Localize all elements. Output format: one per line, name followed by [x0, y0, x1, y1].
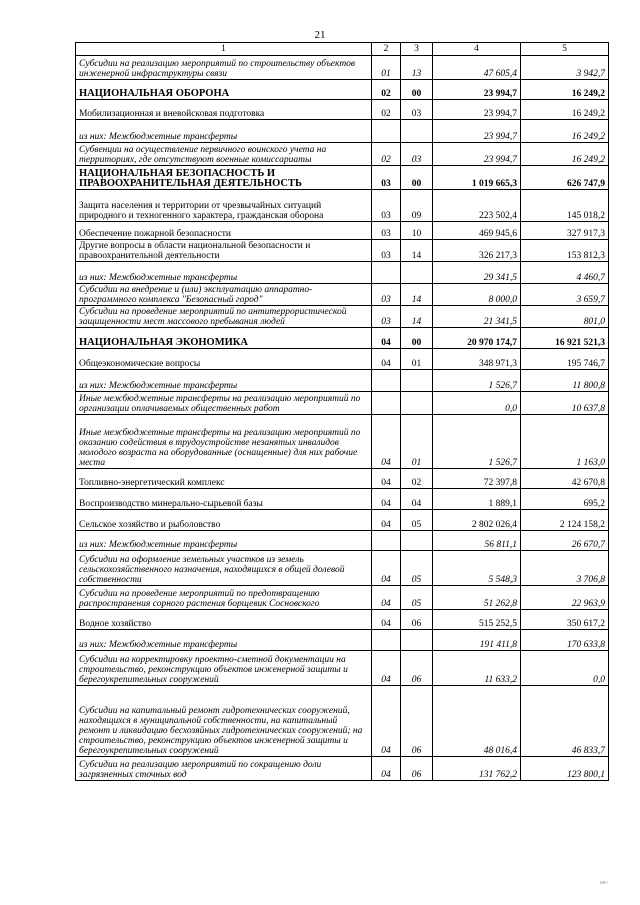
row-section [372, 370, 401, 392]
row-col5-value: 195 746,7 [521, 349, 609, 370]
row-section: 04 [372, 349, 401, 370]
table-row [76, 651, 609, 686]
row-col4-value: 20 970 174,7 [433, 328, 521, 349]
row-section [372, 262, 401, 284]
row-col5-value: 3 706,8 [521, 551, 609, 586]
row-col4-value: 515 252,5 [433, 610, 521, 630]
row-col5-value: 3 942,7 [521, 56, 609, 80]
row-section: 04 [372, 415, 401, 469]
header-col-2: 2 [372, 43, 401, 56]
table-row [76, 610, 609, 630]
row-subsection [401, 531, 433, 551]
row-section: 04 [372, 489, 401, 510]
table-header-row [76, 43, 609, 56]
row-col5-value: 626 747,9 [521, 166, 609, 190]
row-col4-value: 56 811,1 [433, 531, 521, 551]
row-col4-value: 348 971,3 [433, 349, 521, 370]
row-col4-value: 21 341,5 [433, 306, 521, 328]
table-row [76, 415, 609, 469]
row-subsection [401, 630, 433, 651]
row-name: из них: Межбюджетные трансферты [76, 630, 372, 651]
row-name: Сельское хозяйство и рыболовство [76, 510, 372, 531]
row-col4-value: 51 262,8 [433, 586, 521, 610]
row-col5-value: 145 018,2 [521, 190, 609, 222]
row-name: Водное хозяйство [76, 610, 372, 630]
row-section: 04 [372, 610, 401, 630]
row-name: из них: Межбюджетные трансферты [76, 262, 372, 284]
table-row [76, 586, 609, 610]
row-subsection [401, 392, 433, 415]
row-section: 03 [372, 240, 401, 262]
row-subsection: 06 [401, 757, 433, 781]
row-col5-value: 801,0 [521, 306, 609, 328]
row-col4-value: 2 802 026,4 [433, 510, 521, 531]
row-section: 04 [372, 469, 401, 489]
row-col5-value: 22 963,9 [521, 586, 609, 610]
row-name: Субсидии на внедрение и (или) эксплуатацию аппаратно-программного комплекса "Безопасный город" [76, 284, 372, 306]
row-col4-value: 223 502,4 [433, 190, 521, 222]
row-name: Субсидии на проведение мероприятий по антитеррористической защищенности мест массового пребывания людей [76, 306, 372, 328]
table-row [76, 166, 609, 190]
row-col4-value: 11 633,2 [433, 651, 521, 686]
row-subsection: 14 [401, 306, 433, 328]
row-name: Обеспечение пожарной безопасности [76, 222, 372, 240]
row-subsection: 14 [401, 284, 433, 306]
row-subsection: 02 [401, 469, 433, 489]
row-section: 04 [372, 757, 401, 781]
row-col4-value: 47 605,4 [433, 56, 521, 80]
row-subsection: 05 [401, 510, 433, 531]
row-section: 01 [372, 56, 401, 80]
row-col4-value: 1 889,1 [433, 489, 521, 510]
row-subsection: 00 [401, 166, 433, 190]
header-col-3: 3 [401, 43, 433, 56]
row-name: Воспроизводство минерально-сырьевой базы [76, 489, 372, 510]
row-subsection: 14 [401, 240, 433, 262]
row-section: 04 [372, 510, 401, 531]
row-col4-value: 23 994,7 [433, 80, 521, 100]
row-subsection: 01 [401, 415, 433, 469]
row-name: НАЦИОНАЛЬНАЯ БЕЗОПАСНОСТЬ И ПРАВООХРАНИТЕЛЬНАЯ ДЕЯТЕЛЬНОСТЬ [76, 166, 372, 190]
row-name: Субсидии на реализацию мероприятий по сокращению доли загрязненных сточных вод [76, 757, 372, 781]
row-col5-value: 695,2 [521, 489, 609, 510]
row-col4-value: 131 762,2 [433, 757, 521, 781]
row-col5-value: 1 163,0 [521, 415, 609, 469]
row-col5-value: 3 659,7 [521, 284, 609, 306]
table-row [76, 100, 609, 120]
row-subsection: 00 [401, 328, 433, 349]
row-section: 02 [372, 80, 401, 100]
row-name: из них: Межбюджетные трансферты [76, 120, 372, 143]
row-name: НАЦИОНАЛЬНАЯ ЭКОНОМИКА [76, 328, 372, 349]
row-col5-value: 11 800,8 [521, 370, 609, 392]
row-col5-value: 16 249,2 [521, 100, 609, 120]
row-subsection: 05 [401, 551, 433, 586]
row-subsection: 00 [401, 80, 433, 100]
row-section: 03 [372, 190, 401, 222]
row-col5-value: 4 460,7 [521, 262, 609, 284]
row-name: Иные межбюджетные трансферты на реализацию мероприятий по организации оплачиваемых общественных работ [76, 392, 372, 415]
table-row [76, 630, 609, 651]
row-col5-value: 10 637,8 [521, 392, 609, 415]
row-section: 04 [372, 686, 401, 757]
row-subsection: 03 [401, 143, 433, 166]
row-section: 03 [372, 166, 401, 190]
row-section: 03 [372, 284, 401, 306]
row-col4-value: 1 526,7 [433, 415, 521, 469]
row-col4-value: 191 411,8 [433, 630, 521, 651]
row-section: 04 [372, 651, 401, 686]
table-row [76, 80, 609, 100]
table-row [76, 551, 609, 586]
table-row [76, 531, 609, 551]
row-name: Субсидии на оформление земельных участков из земель сельскохозяйственного назначения, находящихся в общей долевой собственности [76, 551, 372, 586]
row-section [372, 120, 401, 143]
row-subsection [401, 262, 433, 284]
row-col4-value: 1 526,7 [433, 370, 521, 392]
row-col5-value: 42 670,8 [521, 469, 609, 489]
row-subsection [401, 120, 433, 143]
row-name: Другие вопросы в области национальной безопасности и правоохранительной деятельности [76, 240, 372, 262]
row-name: из них: Межбюджетные трансферты [76, 370, 372, 392]
row-name: Защита населения и территории от чрезвычайных ситуаций природного и техногенного характера, гражданская оборона [76, 190, 372, 222]
row-name: Иные межбюджетные трансферты на реализацию мероприятий по оказанию содействия в трудоустройстве незанятых инвалидов молодого возраста на оборудованные (оснащенные) для них рабочие места [76, 415, 372, 469]
table-row [76, 469, 609, 489]
table-row [76, 56, 609, 80]
row-col5-value: 16 249,2 [521, 80, 609, 100]
table-row [76, 120, 609, 143]
row-name: Мобилизационная и вневойсковая подготовка [76, 100, 372, 120]
page-number: 21 [314, 29, 326, 41]
row-subsection: 01 [401, 349, 433, 370]
row-col4-value: 469 945,6 [433, 222, 521, 240]
row-subsection: 13 [401, 56, 433, 80]
row-name: Субсидии на корректировку проектно-сметной документации на строительство, реконструкцию объектов инженерной защиты и берегоукрепительных сооружений [76, 651, 372, 686]
row-subsection: 03 [401, 100, 433, 120]
table-row [76, 190, 609, 222]
row-col4-value: 23 994,7 [433, 100, 521, 120]
row-subsection: 06 [401, 610, 433, 630]
row-col4-value: 48 016,4 [433, 686, 521, 757]
row-subsection: 09 [401, 190, 433, 222]
row-col5-value: 16 921 521,3 [521, 328, 609, 349]
row-col4-value: 8 000,0 [433, 284, 521, 306]
header-col-1: 1 [76, 43, 372, 56]
row-subsection: 04 [401, 489, 433, 510]
row-subsection: 10 [401, 222, 433, 240]
row-name: НАЦИОНАЛЬНАЯ ОБОРОНА [76, 80, 372, 100]
row-col5-value: 153 812,3 [521, 240, 609, 262]
row-col5-value: 350 617,2 [521, 610, 609, 630]
row-name: Субсидии на проведение мероприятий по предотвращению распространения сорного растения борщевик Сосновского [76, 586, 372, 610]
row-subsection: 05 [401, 586, 433, 610]
row-col4-value: 23 994,7 [433, 143, 521, 166]
row-col5-value: 170 633,8 [521, 630, 609, 651]
row-col4-value: 1 019 665,3 [433, 166, 521, 190]
row-col4-value: 5 548,3 [433, 551, 521, 586]
row-section: 04 [372, 551, 401, 586]
footer-mark: ᴵᴵᴵᴮᴵ ᴵ [599, 882, 608, 887]
row-col5-value: 16 249,2 [521, 143, 609, 166]
row-section: 03 [372, 222, 401, 240]
row-section: 04 [372, 586, 401, 610]
table-row [76, 757, 609, 781]
table-row [76, 306, 609, 328]
row-name: Субсидии на реализацию мероприятий по строительству объектов инженерной инфраструктуры связи [76, 56, 372, 80]
row-col4-value: 326 217,3 [433, 240, 521, 262]
table-row [76, 392, 609, 415]
table-row [76, 510, 609, 531]
table-row [76, 143, 609, 166]
row-section [372, 392, 401, 415]
row-col5-value: 0,0 [521, 651, 609, 686]
table-row [76, 489, 609, 510]
row-col5-value: 26 670,7 [521, 531, 609, 551]
header-col-5: 5 [521, 43, 609, 56]
table-row [76, 370, 609, 392]
row-section: 02 [372, 100, 401, 120]
row-col5-value: 2 124 158,2 [521, 510, 609, 531]
table-row [76, 349, 609, 370]
row-section: 03 [372, 306, 401, 328]
row-col4-value: 23 994,7 [433, 120, 521, 143]
row-name: Субсидии на капитальный ремонт гидротехнических сооружений, находящихся в муниципальной собственности, на капитальный ремонт и ликвидацию бесхозяйных гидротехнических сооружений; на строительство, реконструкцию объектов инженерной защиты и берегоукрепительных сооружений [76, 686, 372, 757]
row-col5-value: 327 917,3 [521, 222, 609, 240]
row-col4-value: 29 341,5 [433, 262, 521, 284]
table-row [76, 686, 609, 757]
budget-table [75, 42, 609, 781]
table-row [76, 284, 609, 306]
row-section [372, 630, 401, 651]
row-name: Топливно-энергетический комплекс [76, 469, 372, 489]
row-col5-value: 46 833,7 [521, 686, 609, 757]
row-section: 04 [372, 328, 401, 349]
table-row [76, 222, 609, 240]
row-name: Субвенции на осуществление первичного воинского учета на территориях, где отсутствуют военные комиссариаты [76, 143, 372, 166]
row-name: из них: Межбюджетные трансферты [76, 531, 372, 551]
row-section [372, 531, 401, 551]
row-col5-value: 123 800,1 [521, 757, 609, 781]
table-row [76, 240, 609, 262]
row-subsection: 06 [401, 686, 433, 757]
row-col4-value: 72 397,8 [433, 469, 521, 489]
row-col5-value: 16 249,2 [521, 120, 609, 143]
table-row [76, 262, 609, 284]
row-subsection [401, 370, 433, 392]
row-section: 02 [372, 143, 401, 166]
row-col4-value: 0,0 [433, 392, 521, 415]
row-name: Общеэкономические вопросы [76, 349, 372, 370]
header-col-4: 4 [433, 43, 521, 56]
row-subsection: 06 [401, 651, 433, 686]
table-row [76, 328, 609, 349]
